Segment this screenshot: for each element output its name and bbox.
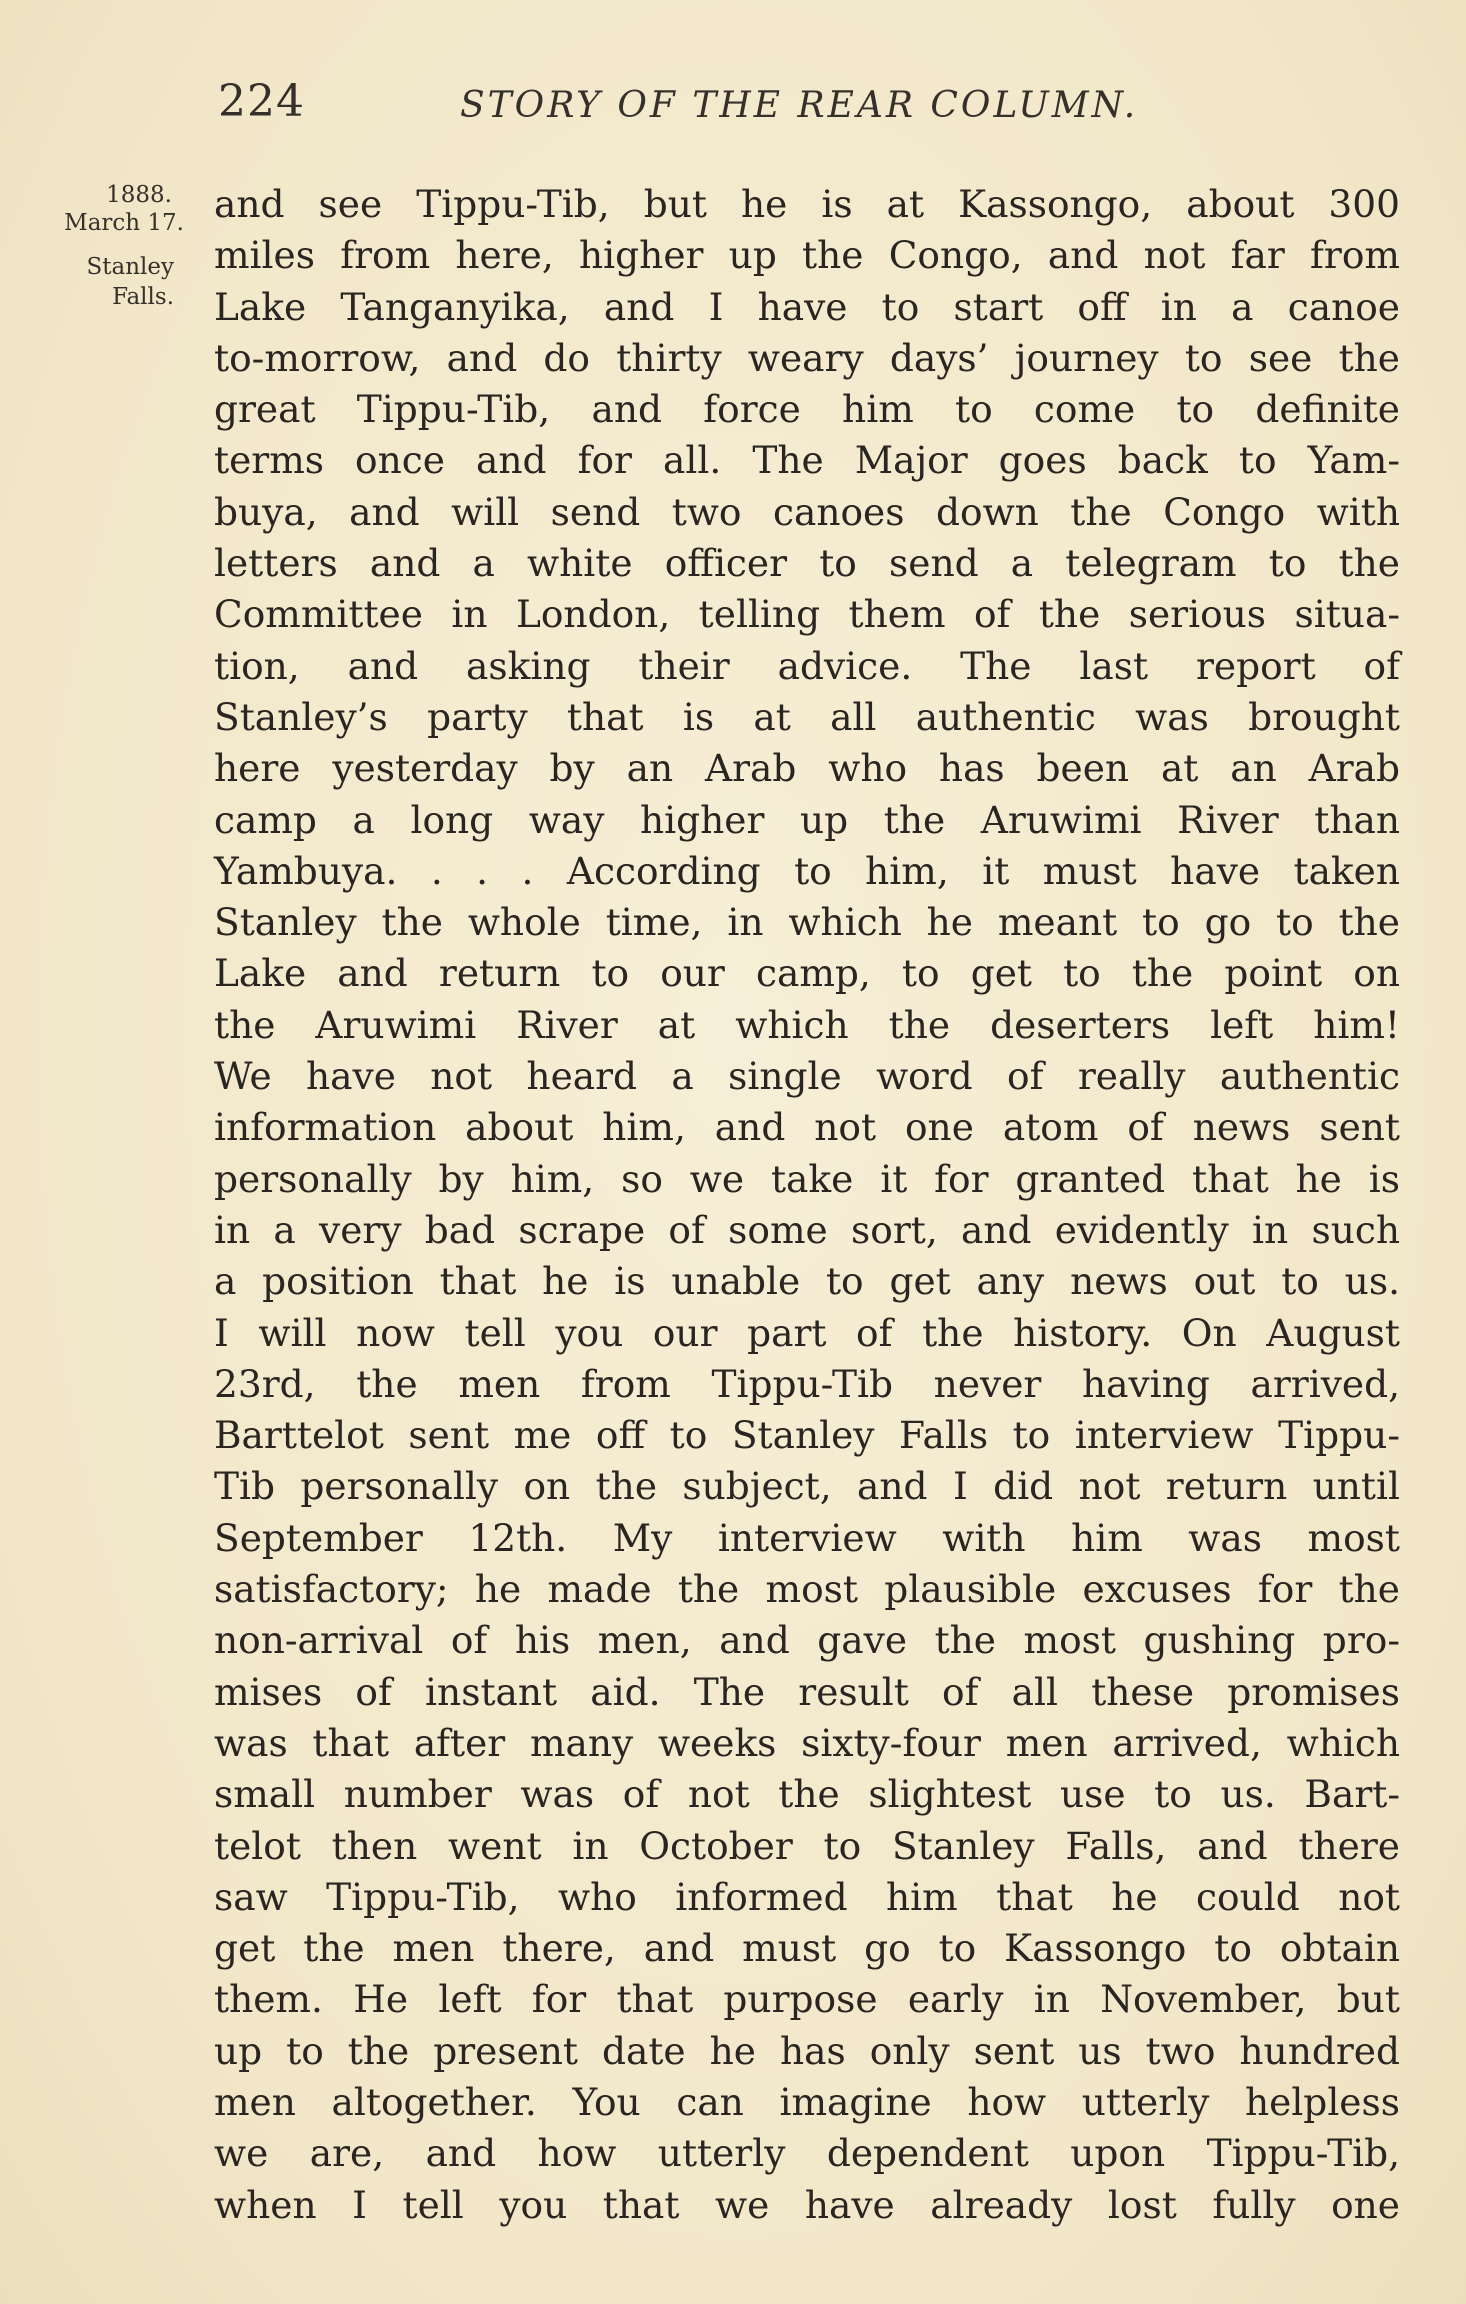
text-line: Tib personally on the subject, and I did not return until	[214, 1464, 1400, 1509]
text-line: was that after many weeks sixty-four men arrived, which	[214, 1720, 1400, 1765]
body-text	[214, 179, 1400, 2231]
text-line: we are, and how utterly dependent upon Tippu-Tib,	[214, 2131, 1400, 2176]
margin-note-year: 1888.	[106, 182, 172, 208]
text-line: buya, and will send two canoes down the Congo with	[214, 489, 1400, 534]
text-line: information about him, and not one atom of news sent	[214, 1105, 1400, 1150]
margin-note-place: Stanley	[86, 254, 174, 280]
text-line: personally by him, so we take it for granted that he is	[214, 1156, 1400, 1201]
text-line: up to the present date he has only sent us two hundred	[214, 2028, 1400, 2073]
text-line: tion, and asking their advice. The last report of	[214, 643, 1400, 688]
text-line: miles from here, higher up the Congo, and not far from	[214, 233, 1400, 278]
page-number: 224	[218, 76, 305, 127]
text-line: men altogether. You can imagine how utterly helpless	[214, 2079, 1400, 2124]
text-line: when I tell you that we have already lost fully one	[214, 2182, 1400, 2227]
text-line: letters and a white officer to send a telegram to the	[214, 541, 1400, 586]
text-line: Committee in London, telling them of the serious situa-	[214, 592, 1400, 637]
text-line: Stanley the whole time, in which he meant to go to the	[214, 900, 1400, 945]
text-line: Barttelot sent me off to Stanley Falls to interview Tippu-	[214, 1413, 1400, 1458]
text-line: terms once and for all. The Major goes back to Yam-	[214, 438, 1400, 483]
text-line: Yambuya. . . . According to him, it must have taken	[214, 848, 1400, 893]
text-line: and see Tippu-Tib, but he is at Kassongo, about 300	[214, 182, 1400, 226]
text-line: in a very bad scrape of some sort, and evidently in such	[214, 1207, 1400, 1252]
text-line: small number was of not the slightest use to us. Bart-	[214, 1772, 1400, 1817]
text-line: 23rd, the men from Tippu-Tib never having arrived,	[214, 1361, 1400, 1406]
text-line: to-morrow, and do thirty weary days’ journey to see the	[214, 335, 1400, 380]
text-line: non-arrival of his men, and gave the most gushing pro-	[214, 1618, 1400, 1663]
text-line: here yesterday by an Arab who has been at an Arab	[214, 746, 1400, 791]
text-line: satisfactory; he made the most plausible excuses for the	[214, 1567, 1400, 1612]
text-line: a position that he is unable to get any news out to us.	[214, 1259, 1400, 1304]
text-line: the Aruwimi River at which the deserters left him!	[214, 1002, 1400, 1047]
text-line: mises of instant aid. The result of all these promises	[214, 1669, 1400, 1714]
margin-notes	[36, 180, 186, 312]
text-line: Stanley’s party that is at all authentic was brought	[214, 694, 1400, 739]
text-line: We have not heard a single word of really authentic	[214, 1054, 1400, 1099]
margin-note-date: March 17.	[64, 210, 184, 236]
running-head: STORY OF THE REAR COLUMN.	[460, 85, 1139, 126]
text-line: Lake and return to our camp, to get to the point on	[214, 951, 1400, 996]
text-line: I will now tell you our part of the history. On August	[214, 1310, 1400, 1355]
margin-note-place: Falls.	[112, 284, 174, 310]
text-line: them. He left for that purpose early in November, but	[214, 1977, 1400, 2022]
text-line: get the men there, and must go to Kassongo to obtain	[214, 1926, 1400, 1971]
text-line: great Tippu-Tib, and force him to come to definite	[214, 387, 1400, 432]
text-line: telot then went in October to Stanley Falls, and there	[214, 1823, 1400, 1868]
text-line: camp a long way higher up the Aruwimi River than	[214, 797, 1400, 842]
text-line: saw Tippu-Tib, who informed him that he could not	[214, 1874, 1400, 1919]
text-line: Lake Tanganyika, and I have to start off in a canoe	[214, 284, 1400, 329]
text-line: September 12th. My interview with him was most	[214, 1515, 1400, 1560]
